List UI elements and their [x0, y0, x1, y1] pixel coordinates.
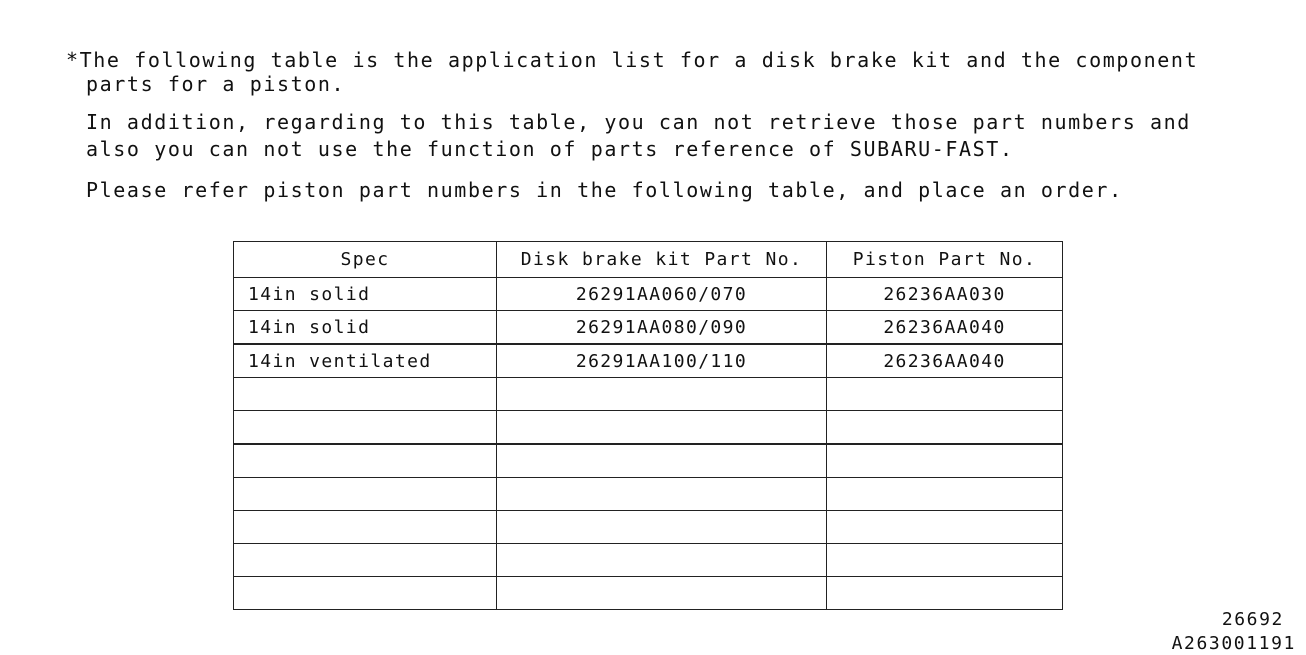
piston-part-cell: 26236AA030 — [827, 278, 1063, 311]
piston-part-cell — [827, 378, 1063, 411]
kit-part-cell: 26291AA080/090 — [497, 311, 827, 345]
note-line-2: parts for a piston. — [86, 72, 346, 96]
note-line-1: *The following table is the application list for a disk brake kit and the component — [66, 48, 1199, 72]
kit-part-cell — [497, 444, 827, 478]
kit-part-cell — [497, 577, 827, 610]
kit-part-cell — [497, 478, 827, 511]
table-row — [234, 577, 1063, 610]
piston-part-cell — [827, 478, 1063, 511]
illustration-id: A263001191 — [1171, 633, 1296, 654]
piston-part-cell — [827, 411, 1063, 445]
piston-part-cell — [827, 577, 1063, 610]
piston-part-cell — [827, 544, 1063, 577]
header-piston-part-no: Piston Part No. — [827, 242, 1063, 278]
spec-cell — [234, 511, 497, 544]
spec-cell — [234, 577, 497, 610]
spec-cell — [234, 478, 497, 511]
spec-cell — [234, 411, 497, 445]
table-row — [234, 478, 1063, 511]
piston-part-cell: 26236AA040 — [827, 311, 1063, 345]
table-row — [234, 311, 1063, 345]
header-kit-part-no: Disk brake kit Part No. — [497, 242, 827, 278]
table-row — [234, 411, 1063, 445]
table-row — [234, 278, 1063, 311]
piston-part-cell — [827, 444, 1063, 478]
header-spec: Spec — [234, 242, 497, 278]
note-line-5: Please refer piston part numbers in the following table, and place an order. — [86, 178, 1123, 202]
table-row — [234, 444, 1063, 478]
table-row — [234, 378, 1063, 411]
kit-part-cell — [497, 411, 827, 445]
kit-part-cell: 26291AA100/110 — [497, 344, 827, 378]
kit-part-cell: 26291AA060/070 — [497, 278, 827, 311]
kit-part-cell — [497, 378, 827, 411]
group-number: 26692 — [1221, 609, 1284, 630]
table-header-row — [234, 242, 1063, 278]
spec-cell: 14in ventilated — [234, 344, 497, 378]
table-row — [234, 344, 1063, 378]
piston-part-cell: 26236AA040 — [827, 344, 1063, 378]
kit-part-cell — [497, 511, 827, 544]
note-line-3: In addition, regarding to this table, you can not retrieve those part numbers and — [86, 110, 1191, 134]
spec-cell: 14in solid — [234, 278, 497, 311]
spec-cell — [234, 444, 497, 478]
table-row — [234, 511, 1063, 544]
note-line-4: also you can not use the function of parts reference of SUBARU-FAST. — [86, 137, 1014, 161]
spec-cell: 14in solid — [234, 311, 497, 345]
table-row — [234, 544, 1063, 577]
spec-cell — [234, 544, 497, 577]
application-table — [233, 241, 1063, 610]
spec-cell — [234, 378, 497, 411]
kit-part-cell — [497, 544, 827, 577]
piston-part-cell — [827, 511, 1063, 544]
